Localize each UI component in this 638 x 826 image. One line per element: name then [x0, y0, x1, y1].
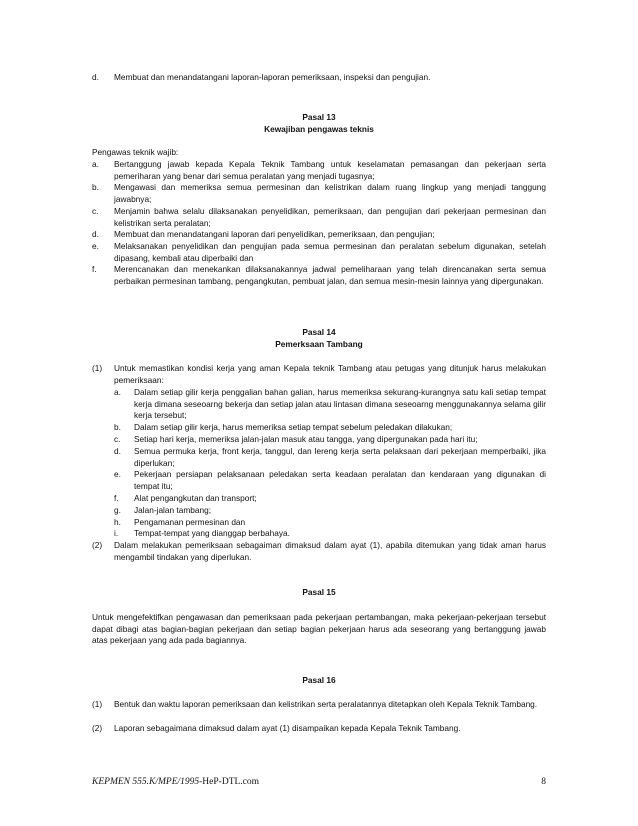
item-text: Membuat dan menandatangani laporan-laporan pemeriksaan, inspeksi dan pengujian. — [114, 72, 431, 82]
list-item — [92, 229, 546, 241]
list-item — [92, 699, 546, 711]
item-label: e. — [92, 241, 99, 251]
item-text: Dalam setiap gilir kerja, harus memeriksa setiap tempat sebelum peledakan dilakukan; — [134, 422, 453, 432]
item-label: b. — [92, 182, 99, 192]
list-item — [92, 159, 546, 182]
pasal-13-number: Pasal 13 — [302, 112, 336, 122]
item-label: g. — [114, 505, 121, 515]
item-text: Setiap hari kerja, memeriksa jalan-jalan masuk atau tangga, yang dipergunakan pada hari itu; — [134, 434, 478, 444]
item-label: (2) — [92, 723, 103, 733]
item-text: Membuat dan menandatangani laporan dari penyelidikan, pemeriksaan, dan pengujian; — [114, 229, 435, 239]
sub-list-item — [114, 446, 546, 469]
pasal-15-number: Pasal 15 — [302, 587, 336, 597]
sub-list-item — [114, 387, 546, 422]
item-label: i. — [114, 528, 119, 538]
item-text: Melaksanakan penyelidikan dan pengujian pada semua permesinan dan peralatan sebelum digunakan, setelah dipasang, kembali atau diperbaiki dan — [114, 241, 546, 263]
item-text: Dalam setiap gilir kerja penggalian bahan galian, harus memeriksa sekurang-kurangnya satu kali setiap tempat kerja dimana seseoarng bekerja dan setiap jalan atau lintasan dimana seseoarng menggunakannya selama gilir kerja tersebut; — [134, 387, 546, 421]
list-item — [92, 723, 546, 735]
item-text: Dalam melakukan pemeriksaan sebagaiman dimaksud dalam ayat (1), apabila ditemukan yang tidak aman harus mengambil tindakan yang diperlukan. — [114, 540, 546, 562]
sub-list-item — [114, 493, 546, 505]
pasal-15-text: Untuk mengefektifkan pengawasan dan pemeriksaan pada pekerjaan pertambangan, maka pekerjaan-pekerjaan tersebut dapat dibagi atas bagian-bagian pekerjaan dan setiap bagian pekerjaan harus ada seseorang yang bertanggung jawab atas pekerjaan yang ada pada bagiannya. — [92, 612, 546, 646]
list-item — [92, 206, 546, 229]
list-item — [92, 72, 546, 84]
item-text: Laporan sebagaimana dimaksud dalam ayat (1) disampaikan kepada Kepala Teknik Tambang. — [114, 723, 461, 733]
item-label: e. — [114, 469, 121, 479]
list-item — [92, 264, 546, 287]
item-text: Untuk memastikan kondisi kerja yang aman Kepala teknik Tambang atau petugas yang ditunjuk harus melakukan pemeriksaan: — [114, 363, 546, 385]
item-label: d. — [92, 72, 99, 82]
pasal-16-number: Pasal 16 — [302, 675, 336, 685]
item-label: f. — [114, 493, 119, 503]
list-item — [92, 182, 546, 205]
sub-list-item — [114, 505, 546, 517]
item-label: c. — [114, 434, 121, 444]
item-text: Mengawasi dan memeriksa semua permesinan dan kelistrikan dalam ruang lingkup yang menjadi tanggung jawabnya; — [114, 182, 546, 204]
list-item — [92, 540, 546, 563]
item-text: Semua permuka kerja, front kerja, tanggul, dan lereng kerja serta pelaksaan dari pekerjaan memperbaiki, jika diperlukan; — [134, 446, 546, 468]
item-label: a. — [92, 159, 99, 169]
item-text: Pengamanan permesinan dan — [134, 517, 246, 527]
item-label: a. — [114, 387, 121, 397]
item-text: Alat pengangkutan dan transport; — [134, 493, 257, 503]
sub-list-item — [114, 434, 546, 446]
item-label: h. — [114, 517, 121, 527]
item-label: d. — [92, 229, 99, 239]
item-text: Bentuk dan waktu laporan pemeriksaan dan kelistrikan serta peralatannya ditetapkan oleh Kepala Teknik Tambang. — [114, 699, 538, 709]
item-label: (1) — [92, 699, 103, 709]
footer-doc-code: KEPMEN 555.K/MPE/1995 — [92, 777, 200, 787]
item-text: Tempat-tempat yang dianggap berbahaya. — [134, 528, 290, 538]
item-label: (2) — [92, 540, 103, 550]
item-text: Merencanakan dan menekankan dilaksanakannya jadwal pemeliharaan yang telah direncanakan serta semua perbaikan permesinan tambang, pengangkutan, pembuat jalan, dan semua mesin-mesin lainnya yang dipergunakan. — [114, 264, 546, 286]
sub-list-item — [114, 528, 546, 540]
footer-document-id — [92, 777, 259, 789]
item-label: (1) — [92, 363, 103, 373]
footer-doc-suffix: -HeP-DTL.com — [199, 777, 260, 787]
pasal-14-title: Pemerksaan Tambang — [275, 339, 363, 349]
item-text: Pekerjaan persiapan pelaksanaan peledakan serta keadaan peralatan dan kendaraan yang digunakan di tempat itu; — [134, 469, 546, 491]
item-label: c. — [92, 206, 99, 216]
list-item — [92, 363, 546, 386]
item-text: Menjamin bahwa selalu dilaksanakan penyelidikan, pemeriksaan, dan pengujian dari pekerjaan permesinan dan kelistrikan serta peralatan; — [114, 206, 546, 228]
pasal-14-number: Pasal 14 — [302, 327, 336, 337]
sub-list-item — [114, 517, 546, 529]
list-item — [92, 241, 546, 264]
sub-list-item — [114, 422, 546, 434]
item-label: f. — [92, 264, 97, 274]
item-label: b. — [114, 422, 121, 432]
item-text: Jalan-jalan tambang; — [134, 505, 212, 515]
sub-list-item — [114, 469, 546, 492]
pasal-13-intro: Pengawas teknik wajib: — [92, 147, 179, 157]
item-label: d. — [114, 446, 121, 456]
item-text: Bertanggung jawab kepada Kepala Teknik Tambang untuk keselamatan pemasangan dan pekerjaan serta pemeriharan yang benar dari semua peralatan yang menjadi tugasnya; — [114, 159, 546, 181]
page-number: 8 — [541, 777, 546, 787]
pasal-13-title: Kewajiban pengawas teknis — [264, 124, 374, 134]
